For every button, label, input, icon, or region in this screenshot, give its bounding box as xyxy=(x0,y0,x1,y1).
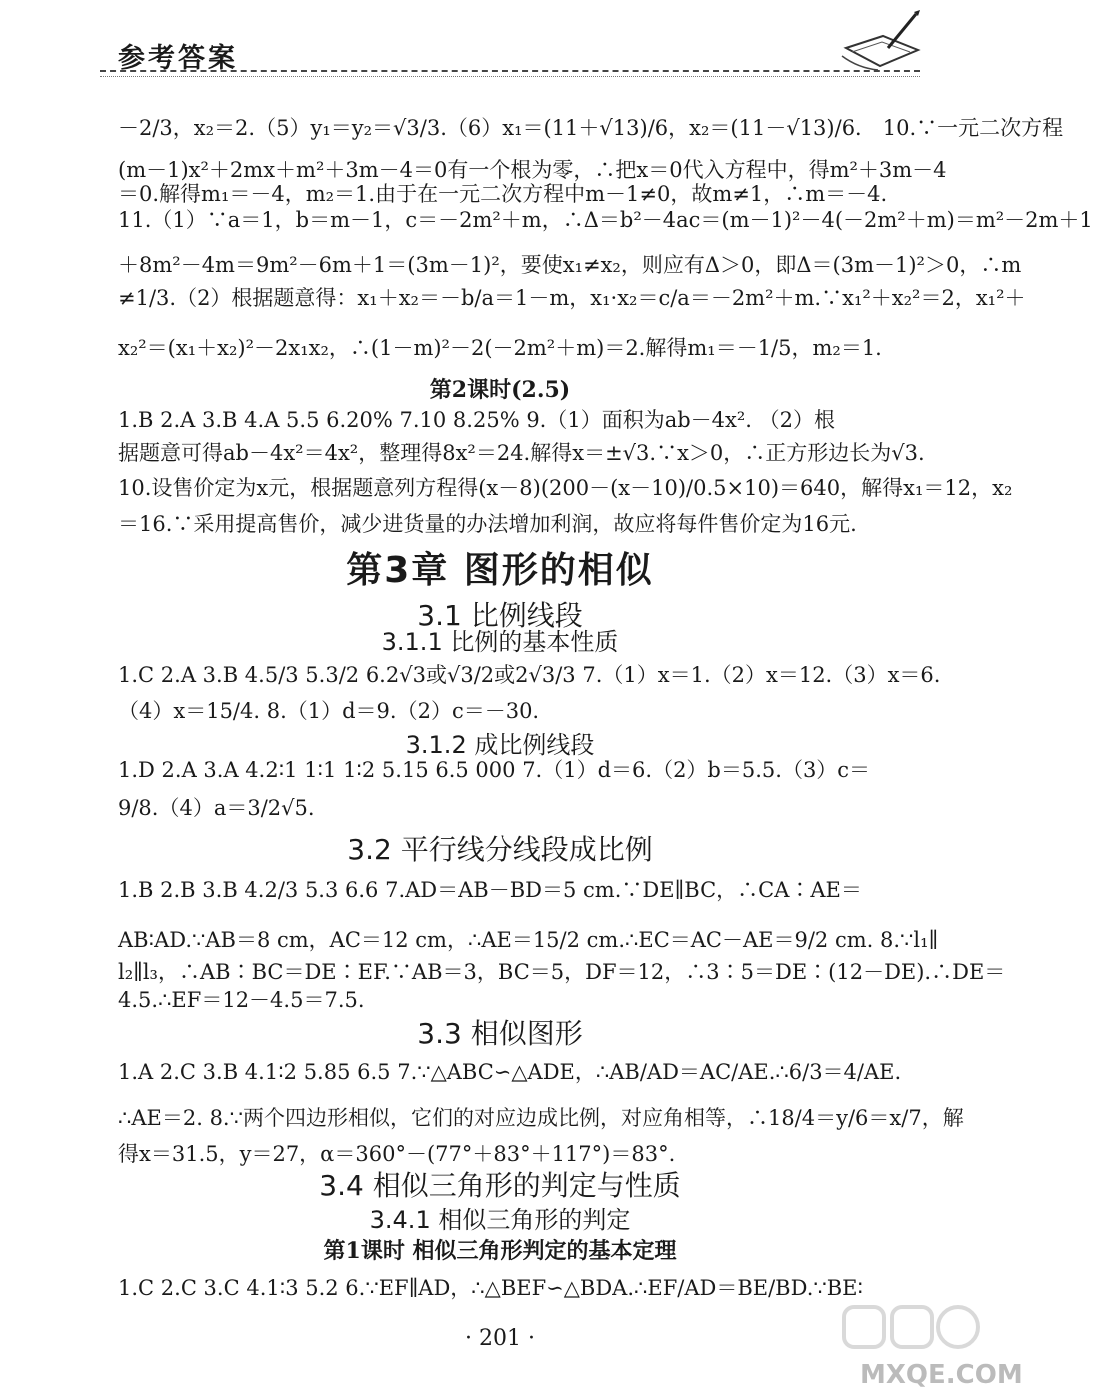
header-rule-dotted xyxy=(100,76,920,77)
answer-line: ＝16.∵采用提高售价，减少进货量的办法增加利润，故应将每件售价定为16元. xyxy=(118,512,857,536)
chapter-title: 第3章 图形的相似 xyxy=(346,550,654,591)
answer-line: 11.（1）∵a＝1，b＝m－1，c＝－2m²＋m，∴Δ＝b²－4ac＝(m－1)²－4(－2m²＋m)＝m²－2m＋1 xyxy=(118,208,1093,232)
answer-line: ∴AE＝2. 8.∵两个四边形相似，它们的对应边成比例，对应角相等，∴18/4＝y/6＝x/7，解 xyxy=(118,1106,964,1130)
answer-line: 1.D 2.A 3.A 4.2∶1 1∶1 1∶2 5.15 6.5 000 7.（1）d＝6.（2）b＝5.5.（3）c＝ xyxy=(118,758,871,782)
header-title: 参考答案 xyxy=(118,43,238,74)
answer-line: x₂²＝(x₁＋x₂)²－2x₁x₂，∴(1－m)²－2(－2m²＋m)＝2.解得m₁＝－1/5，m₂＝1. xyxy=(118,336,882,360)
answer-line: 1.A 2.C 3.B 4.1∶2 5.85 6.5 7.∵△ABC∽△ADE，∴AB/AD＝AC/AE.∴6/3＝4/AE. xyxy=(118,1060,902,1084)
section-heading: 3.2 平行线分线段成比例 xyxy=(347,833,653,866)
answer-line: 1.C 2.C 3.C 4.1∶3 5.2 6.∵EF∥AD，∴△BEF∽△BDA.∴EF/AD＝BE/BD.∵BE∶ xyxy=(118,1276,863,1300)
answer-line: 9/8.（4）a＝3/2√5. xyxy=(118,796,315,820)
answer-line: 10.设售价定为x元，根据题意列方程得(x－8)(200－(x－10)/0.5×10)＝640，解得x₁＝12，x₂ xyxy=(118,476,1013,500)
answer-line: 1.B 2.A 3.B 4.A 5.5 6.20% 7.10 8.25% 9.（1）面积为ab－4x². （2）根 xyxy=(118,408,836,432)
answer-line: ＝0.解得m₁＝－4，m₂＝1.由于在一元二次方程中m－1≠0，故m≠1，∴m＝－4. xyxy=(118,182,888,206)
pen-and-paper-icon xyxy=(838,8,928,78)
answer-line: 得x＝31.5，y＝27，α＝360°－(77°＋83°＋117°)＝83°. xyxy=(118,1142,676,1166)
answer-line: ≠1/3.（2）根据题意得：x₁＋x₂＝－b/a＝1－m，x₁·x₂＝c/a＝－2m²＋m.∵x₁²＋x₂²＝2，x₁²＋ xyxy=(118,286,1026,310)
answer-line: 4.5.∴EF＝12－4.5＝7.5. xyxy=(118,988,365,1012)
answer-line: 据题意可得ab－4x²＝4x²，整理得8x²＝24.解得x＝±√3.∵x＞0，∴正方形边长为√3. xyxy=(118,441,925,465)
answer-line: －2/3，x₂＝2.（5）y₁＝y₂＝√3/3.（6）x₁＝(11＋√13)/6，x₂＝(11－√13)/6． 10.∵一元二次方程 xyxy=(118,116,1064,140)
lesson-heading: 第2课时(2.5) xyxy=(429,377,571,403)
answer-line: AB∶AD.∵AB＝8 cm，AC＝12 cm，∴AE＝15/2 cm.∴EC＝AC－AE＝9/2 cm. 8.∵l₁∥ xyxy=(118,928,939,952)
section-heading: 3.3 相似图形 xyxy=(417,1017,583,1050)
answer-line: 1.C 2.A 3.B 4.5/3 5.3/2 6.2√3或√3/2或2√3/3 7.（1）x＝1.（2）x＝12.（3）x＝6. xyxy=(118,663,941,687)
answer-line: (m－1)x²＋2mx＋m²＋3m－4＝0有一个根为零，∴把x＝0代入方程中，得m²＋3m－4 xyxy=(118,158,947,182)
subsection-heading: 3.4.1 相似三角形的判定 xyxy=(369,1206,631,1234)
subsection-heading: 3.1.2 成比例线段 xyxy=(405,731,595,759)
section-heading: 3.4 相似三角形的判定与性质 xyxy=(319,1169,681,1202)
answer-line: （4）x＝15/4. 8.（1）d＝9.（2）c＝－30. xyxy=(118,699,540,723)
header-rule xyxy=(100,70,920,72)
page-number: · 201 · xyxy=(465,1326,535,1351)
section-heading: 3.1 比例线段 xyxy=(417,599,583,632)
lesson-heading: 第1课时 相似三角形判定的基本定理 xyxy=(323,1238,677,1264)
answer-line: 1.B 2.B 3.B 4.2/3 5.3 6.6 7.AD＝AB－BD＝5 cm.∵DE∥BC，∴CA∶AE＝ xyxy=(118,878,862,902)
answer-line: ＋8m²－4m＝9m²－6m＋1＝(3m－1)²，要使x₁≠x₂，则应有Δ＞0，即Δ＝(3m－1)²＞0，∴m xyxy=(118,253,1022,277)
watermark-text: MXQE.COM xyxy=(860,1360,1023,1390)
subsection-heading: 3.1.1 比例的基本性质 xyxy=(381,628,619,656)
answer-line: l₂∥l₃，∴AB∶BC＝DE∶EF.∵AB＝3，BC＝5，DF＝12，∴3∶5＝DE∶(12－DE).∴DE＝ xyxy=(118,960,1006,984)
